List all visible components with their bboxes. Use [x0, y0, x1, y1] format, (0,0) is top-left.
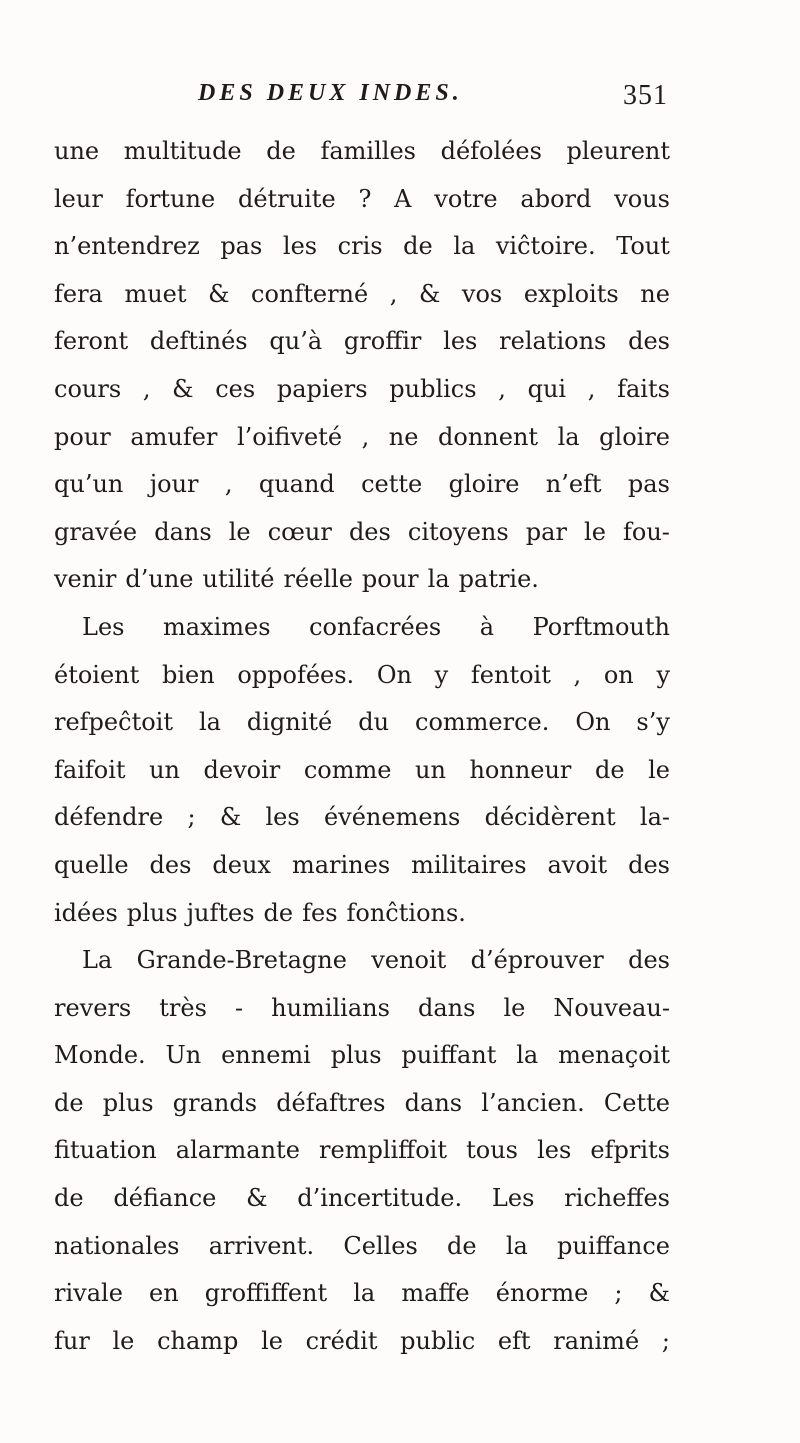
word: A [394, 184, 412, 213]
word: Tout [616, 232, 670, 261]
word: Nouveau- [553, 993, 670, 1022]
text-line [54, 937, 670, 985]
text-line [54, 128, 670, 176]
word: , [142, 374, 151, 403]
word: citoyens [407, 517, 509, 546]
word: puiffance [557, 1231, 670, 1260]
text-line [54, 1127, 670, 1175]
word: on [603, 660, 634, 689]
word: réelle [283, 565, 353, 594]
word: papiers [276, 374, 368, 403]
text-line [54, 699, 670, 747]
text-line [54, 890, 670, 938]
word: cœur [267, 517, 332, 546]
word: défolées [440, 137, 542, 165]
word: le [503, 993, 526, 1022]
word: Un [165, 1041, 202, 1070]
word: ne [640, 279, 670, 308]
word: champ [157, 1326, 239, 1355]
word: des [628, 850, 670, 879]
text-line [54, 1270, 670, 1318]
word: deux [212, 850, 271, 879]
word: le [228, 517, 251, 546]
text-line [54, 366, 670, 414]
word: fera [54, 279, 103, 308]
word: ennemi [221, 1041, 311, 1070]
word: de [54, 1088, 84, 1117]
word: refpeĉtoit [54, 708, 173, 737]
word: cris [337, 232, 383, 261]
word: maffe [401, 1279, 470, 1308]
word: vous [614, 184, 670, 213]
word: avoit [547, 850, 608, 879]
word: alarmante [175, 1136, 300, 1165]
body-text [54, 128, 670, 1365]
word: fituation [54, 1136, 157, 1165]
word: ? [358, 184, 372, 213]
word: la [557, 422, 580, 451]
word: jour [149, 470, 199, 499]
word: humilians [271, 993, 390, 1022]
word: fortune [125, 184, 216, 213]
word: idées [54, 898, 118, 927]
word: fentoit [470, 660, 551, 689]
word: étoient [54, 660, 140, 689]
word: décidèrent [484, 803, 616, 832]
word: rempliffoit [319, 1136, 447, 1165]
word: faifoit [54, 755, 126, 784]
word: la [198, 708, 221, 737]
word: d’une [125, 565, 194, 594]
word: abord [520, 184, 592, 213]
word: familles [320, 137, 416, 165]
text-line [54, 842, 670, 890]
word: grands [172, 1088, 258, 1117]
word: ; [614, 1279, 623, 1308]
word: des [628, 946, 670, 975]
word: deftinés [149, 327, 248, 356]
word: de [447, 1231, 477, 1260]
word: puiffant [401, 1041, 497, 1070]
word: cours [54, 374, 122, 403]
text-line [54, 509, 670, 557]
word: efprits [590, 1136, 670, 1165]
word: très [159, 993, 207, 1022]
word: , [389, 279, 398, 308]
word: oppofées. [237, 660, 355, 689]
word: faits [617, 374, 670, 403]
text-line [54, 318, 670, 366]
word: gloire [599, 422, 670, 451]
text-line [54, 1175, 670, 1223]
word: viĉtoire. [495, 232, 596, 261]
word: , [573, 660, 582, 689]
word: y [434, 660, 449, 689]
text-line [54, 1318, 670, 1366]
word: de [54, 1184, 84, 1213]
word: plus [102, 1088, 154, 1117]
word: un [149, 755, 180, 784]
word: & [648, 1279, 670, 1308]
word: le [584, 517, 606, 546]
word: tous [466, 1136, 518, 1165]
word: en [149, 1279, 179, 1308]
word: une [54, 137, 100, 165]
text-line [54, 985, 670, 1033]
word: événemens [323, 803, 461, 832]
word: les [537, 1136, 572, 1165]
word: ranimé [553, 1326, 640, 1355]
text-line [54, 223, 670, 271]
word: Cette [603, 1088, 670, 1117]
word: ne [388, 422, 419, 451]
text-line [54, 652, 670, 700]
word: défaftres [276, 1088, 386, 1117]
word: donnent [438, 422, 539, 451]
word: utilité [202, 565, 275, 594]
word: les [443, 327, 478, 356]
word: & [219, 803, 242, 832]
word: & [172, 374, 194, 403]
word: d’incertitude. [297, 1184, 463, 1213]
text-line [54, 556, 670, 604]
word: pas [220, 232, 263, 261]
word: Monde. [54, 1041, 146, 1070]
word: patrie. [458, 565, 539, 594]
word: l’oifiveté [236, 422, 343, 451]
word: leur [54, 184, 103, 213]
word: Les [491, 1184, 535, 1213]
word: nationales [54, 1231, 180, 1260]
word: d’éprouver [470, 946, 604, 975]
text-line [54, 747, 670, 795]
word: défiance [113, 1184, 217, 1213]
word: , [361, 422, 370, 451]
word: énorme [495, 1279, 589, 1308]
word: défendre [54, 803, 164, 832]
word: crédit [305, 1326, 378, 1355]
word: On [376, 660, 412, 689]
word: du [358, 708, 390, 737]
word: le [648, 755, 670, 784]
word: confacrées [309, 612, 442, 641]
word: un [414, 755, 446, 784]
word: quand [258, 470, 335, 499]
word: la [427, 565, 450, 594]
word: des [348, 517, 391, 546]
word: détruite [237, 184, 336, 213]
word: richeffes [564, 1184, 670, 1213]
word: des [149, 850, 192, 879]
word: & [208, 279, 230, 308]
word: - [234, 993, 244, 1022]
text-line [54, 176, 670, 224]
page-number: 351 [623, 80, 668, 111]
word: dans [404, 1088, 463, 1117]
word: arrivent. [208, 1231, 315, 1260]
word: multitude [123, 137, 242, 165]
word: & [418, 279, 441, 308]
word: groffir [343, 327, 422, 356]
word: amufer [130, 422, 218, 451]
text-line [54, 271, 670, 319]
word: comme [303, 755, 392, 784]
word: les [282, 232, 318, 261]
word: fonĉtions. [346, 898, 466, 927]
word: dignité [246, 708, 333, 737]
word: , [498, 374, 506, 403]
word: Celles [343, 1231, 418, 1260]
word: ; [187, 803, 196, 832]
word: le [261, 1326, 283, 1355]
word: ces [215, 374, 256, 403]
word: eft [497, 1326, 531, 1355]
text-line [54, 604, 670, 652]
word: par [525, 517, 567, 546]
word: gravée [54, 517, 138, 546]
word: venir [54, 565, 117, 594]
word: plus [126, 898, 178, 927]
text-line [54, 1080, 670, 1128]
word: vos [461, 279, 503, 308]
running-title: DES DEUX INDES. [198, 80, 463, 106]
word: Les [82, 612, 125, 641]
word: de [403, 232, 433, 261]
word: honneur [469, 755, 572, 784]
word: maximes [162, 612, 271, 641]
word: dans [154, 517, 212, 546]
word: venoit [371, 946, 447, 975]
word: gloire [448, 470, 520, 499]
word: ; [661, 1326, 670, 1355]
word: y [656, 660, 670, 689]
text-line [54, 1032, 670, 1080]
word: marines [291, 850, 391, 879]
word: On [575, 708, 611, 737]
word: relations [499, 327, 607, 356]
word: fes [302, 898, 338, 927]
word: qui [527, 374, 567, 403]
word: de [594, 755, 625, 784]
word: , [224, 470, 233, 499]
word: s’y [636, 708, 670, 737]
word: Porftmouth [532, 612, 670, 641]
word: n’entendrez [54, 232, 200, 261]
text-line [54, 461, 670, 509]
word: fur [54, 1326, 90, 1355]
word: la [516, 1041, 539, 1070]
text-line [54, 1223, 670, 1271]
word: de [263, 898, 294, 927]
word: de [266, 137, 296, 165]
word: cette [361, 470, 423, 499]
word: La [82, 946, 113, 975]
word: des [628, 327, 670, 356]
word: pas [627, 470, 670, 499]
word: rivale [54, 1279, 123, 1308]
word: commerce. [415, 708, 550, 737]
word: revers [54, 993, 132, 1022]
word: la [505, 1231, 528, 1260]
word: exploits [523, 279, 619, 308]
running-head [198, 80, 668, 126]
word: , [587, 374, 596, 403]
word: les [265, 803, 300, 832]
word: dans [417, 993, 476, 1022]
word: votre [434, 184, 498, 213]
word: qu’un [54, 470, 124, 499]
word: plus [330, 1041, 382, 1070]
word: & [246, 1184, 268, 1213]
word: juftes [186, 898, 255, 927]
word: feront [54, 327, 129, 356]
word: public [400, 1326, 476, 1355]
word: groffiffent [204, 1279, 328, 1308]
word: la- [639, 803, 670, 832]
word: publics [389, 374, 477, 403]
word: la [353, 1279, 376, 1308]
word: le [112, 1326, 135, 1355]
word: Grande-Bretagne [136, 946, 347, 975]
word: n’eft [545, 470, 602, 499]
text-line [54, 414, 670, 462]
word: devoir [203, 755, 281, 784]
word: pleurent [566, 137, 670, 165]
word: à [479, 612, 495, 641]
word: pour [361, 565, 419, 594]
word: menaçoit [558, 1041, 670, 1070]
word: confterné [251, 279, 369, 308]
word: fou- [623, 517, 670, 546]
word: quelle [54, 850, 129, 879]
word: la [453, 232, 476, 261]
word: militaires [411, 850, 527, 879]
word: qu’à [269, 327, 323, 356]
word: l’ancien. [481, 1088, 585, 1117]
text-line [54, 794, 670, 842]
word: muet [124, 279, 187, 308]
word: pour [54, 422, 111, 451]
word: bien [161, 660, 215, 689]
